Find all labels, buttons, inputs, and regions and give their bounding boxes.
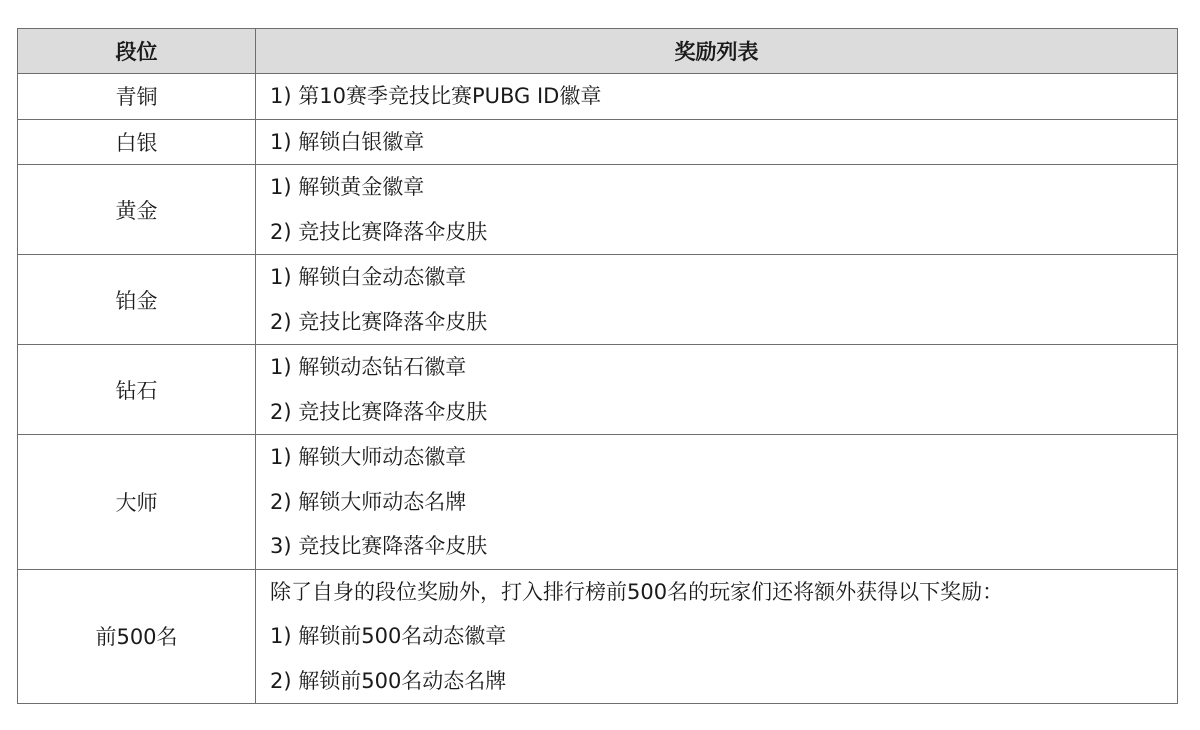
rewards-cell	[256, 165, 1178, 255]
reward-item: 2) 解锁前500名动态名牌	[270, 668, 507, 693]
reward-item: 2) 竞技比赛降落伞皮肤	[270, 219, 488, 244]
rank-rewards-table	[17, 28, 1178, 704]
reward-item: 3) 竞技比赛降落伞皮肤	[270, 534, 488, 558]
rewards-cell	[256, 255, 1178, 345]
reward-note: 除了自身的段位奖励外，打入排行榜前500名的玩家们还将额外获得以下奖励：	[270, 579, 1004, 604]
reward-item: 2) 解锁大师动态名牌	[270, 489, 467, 514]
reward-item: 1) 解锁前500名动态徽章	[270, 624, 507, 648]
tier-cell: 大师	[18, 435, 256, 570]
table-row	[18, 165, 1178, 255]
reward-item: 1) 解锁大师动态徽章	[270, 445, 467, 469]
rewards-cell	[256, 119, 1178, 165]
reward-item: 1) 解锁黄金徽章	[270, 175, 425, 199]
table-header	[18, 29, 1178, 74]
table-row	[18, 119, 1178, 165]
header-tier: 段位	[18, 29, 256, 74]
rewards-cell	[256, 435, 1178, 570]
table-row	[18, 569, 1178, 704]
table-row	[18, 435, 1178, 570]
tier-cell: 黄金	[18, 165, 256, 255]
tier-cell: 青铜	[18, 74, 256, 120]
tier-cell: 钻石	[18, 345, 256, 435]
tier-cell: 铂金	[18, 255, 256, 345]
table-row	[18, 74, 1178, 120]
reward-item: 1) 第10赛季竞技比赛PUBG ID徽章	[270, 84, 602, 108]
table-row	[18, 255, 1178, 345]
reward-item: 1) 解锁白金动态徽章	[270, 265, 467, 289]
tier-cell: 白银	[18, 119, 256, 165]
header-row	[18, 29, 1178, 74]
reward-item: 1) 解锁动态钻石徽章	[270, 355, 467, 379]
rewards-cell	[256, 345, 1178, 435]
reward-item: 2) 竞技比赛降落伞皮肤	[270, 399, 488, 424]
reward-item: 1) 解锁白银徽章	[270, 129, 425, 154]
rewards-cell	[256, 569, 1178, 704]
reward-item: 2) 竞技比赛降落伞皮肤	[270, 309, 488, 334]
table-body	[18, 74, 1178, 704]
table-row	[18, 345, 1178, 435]
tier-cell: 前500名	[18, 569, 256, 704]
rewards-cell	[256, 74, 1178, 120]
header-rewards: 奖励列表	[256, 29, 1178, 74]
